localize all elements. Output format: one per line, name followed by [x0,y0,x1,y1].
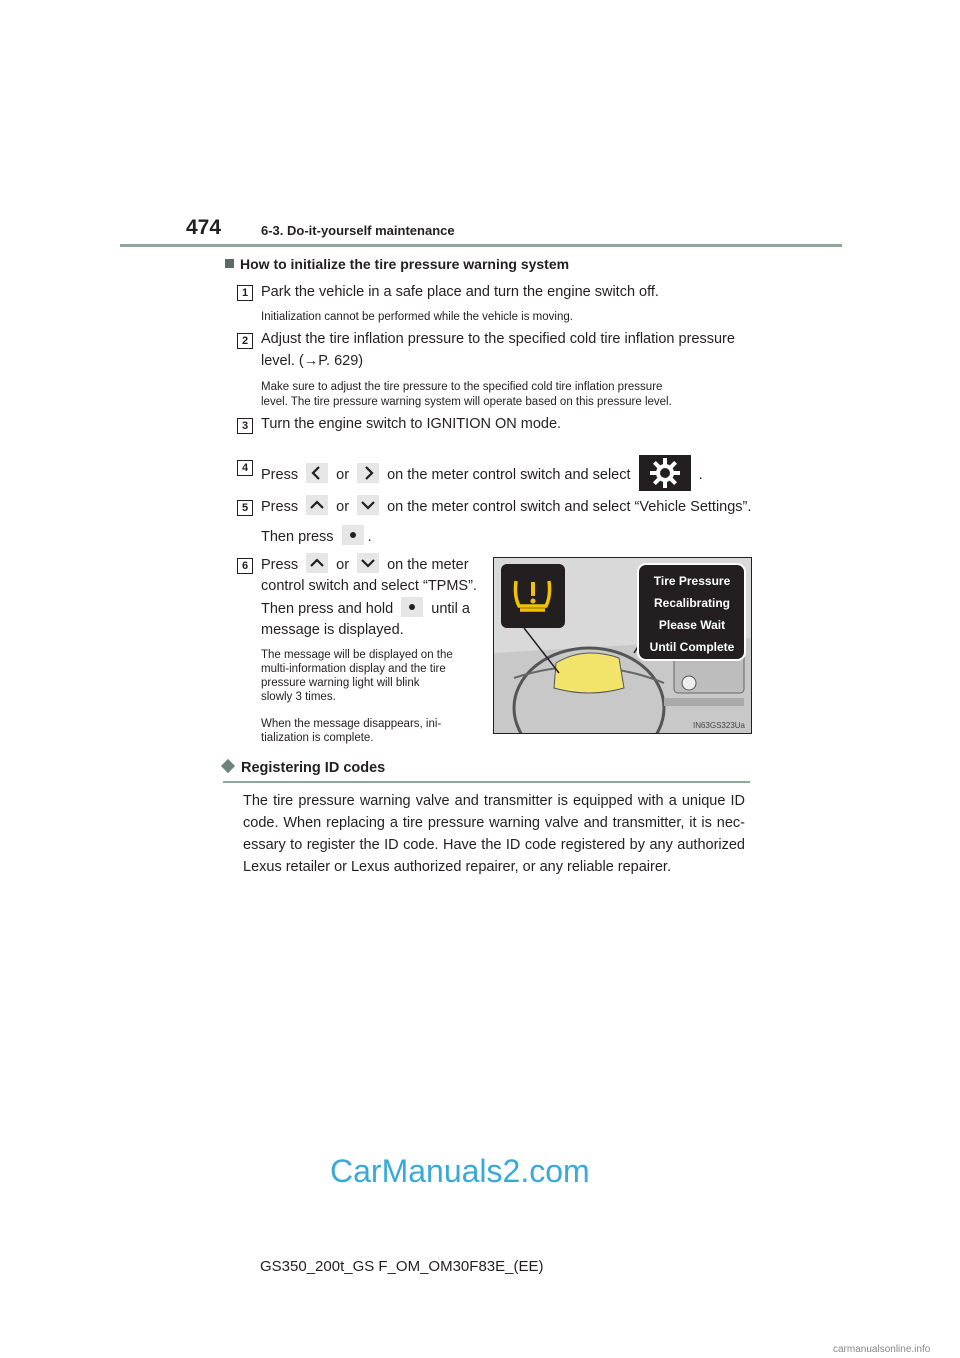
step-number-4: 4 [237,460,253,476]
subsection-heading [225,256,569,272]
center-dot-icon [401,597,423,617]
step-6-until: until a [431,601,470,617]
square-bullet-icon [225,259,234,268]
diamond-bullet-icon [221,759,235,773]
step-3-text: Turn the engine switch to IGNITION ON mode. [261,416,562,432]
step-number-6: 6 [237,558,253,574]
display-line: Please Wait [658,618,726,632]
section-heading-id-codes [223,760,385,776]
step-4-rest: on the meter control switch and select [387,467,631,483]
display-line: Recalibrating [653,596,731,610]
step-6-press: Press [261,557,299,573]
section-heading-id-codes-text: Registering ID codes [241,760,386,776]
note-line: tialization is complete. [261,732,374,744]
page-number: 474 [186,216,222,239]
step-5-then [261,525,372,548]
step-1-note: Initialization cannot be performed while the vehicle is moving. [261,311,573,323]
corner-watermark: carmanualsonline.info [833,1344,931,1355]
display-message [642,570,742,658]
step-6-rest: on the meter [387,557,469,573]
step-6-line3 [261,597,481,620]
note-line: When the message disappears, ini- [261,718,442,730]
step-5-text [261,495,751,518]
step-number-3: 3 [237,418,253,434]
step-4-or: or [336,467,350,483]
chevron-down-icon [357,553,379,573]
step-6-hold: Then press and hold [261,601,394,617]
step-6-line1 [261,553,481,576]
section-title: 6-3. Do-it-yourself maintenance [261,223,455,238]
dashboard-illustration [493,557,752,734]
step-6-line2: control switch and select “TPMS”. [261,578,477,594]
step-number-5: 5 [237,500,253,516]
chevron-down-icon [357,495,379,515]
step-2-note-line1: Make sure to adjust the tire pressure to the specified cold tire inflation pressure [261,381,663,393]
gear-icon [639,455,691,491]
chevron-right-icon [357,463,379,483]
header-divider [120,244,842,247]
subsection-heading-text: How to initialize the tire pressure warning system [240,256,570,272]
watermark: CarManuals2.com [330,1153,590,1189]
id-codes-paragraph: The tire pressure warning valve and transmitter is equipped with a unique ID code. When replacing a tire pressure warning valve and transmitter, it is nec-essary to register the ID code. Have the ID code registered by any authorized Lexus retailer or Lexus authorized repairer, or any reliable repairer. [243,793,745,875]
footer-document-code: GS350_200t_GS F_OM_OM30F83E_(EE) [260,1258,544,1275]
note-line: multi-information display and the tire [261,663,446,675]
step-2-note-line2: level. The tire pressure warning system will operate based on this pressure level. [261,396,672,408]
chevron-up-icon [306,495,328,515]
step-number-2: 2 [237,333,253,349]
note-line: slowly 3 times. [261,691,336,703]
display-line: Until Complete [649,640,735,654]
note-line: The message will be displayed on the [261,649,453,661]
step-4-end: . [698,467,703,483]
step-6-note-1 [261,648,481,704]
step-5-then-press: Then press [261,529,334,545]
step-number-1: 1 [237,285,253,301]
step-4-press: Press [261,467,299,483]
section-divider [223,781,750,783]
step-6-or: or [336,557,350,573]
step-5-rest: on the meter control switch and select “Vehicle Settings”. [387,499,752,515]
figure-id: IN63GS323Ua [692,721,745,730]
step-2-text-line2: level. (→P. 629) [261,353,364,369]
step-6-note-2 [261,717,481,745]
step-5-press: Press [261,499,299,515]
step-5-end: . [367,529,372,545]
display-line: Tire Pressure [653,574,731,588]
center-dot-icon [342,525,364,545]
step-2-text-line1: Adjust the tire inflation pressure to the specified cold tire inflation pressure [261,331,735,347]
step-5-or: or [336,499,350,515]
step-1-text: Park the vehicle in a safe place and turn the engine switch off. [261,284,659,300]
step-6-line4: message is displayed. [261,622,404,638]
note-line: pressure warning light will blink [261,677,420,689]
chevron-up-icon [306,553,328,573]
chevron-left-icon [306,463,328,483]
step-4-text [261,455,703,491]
